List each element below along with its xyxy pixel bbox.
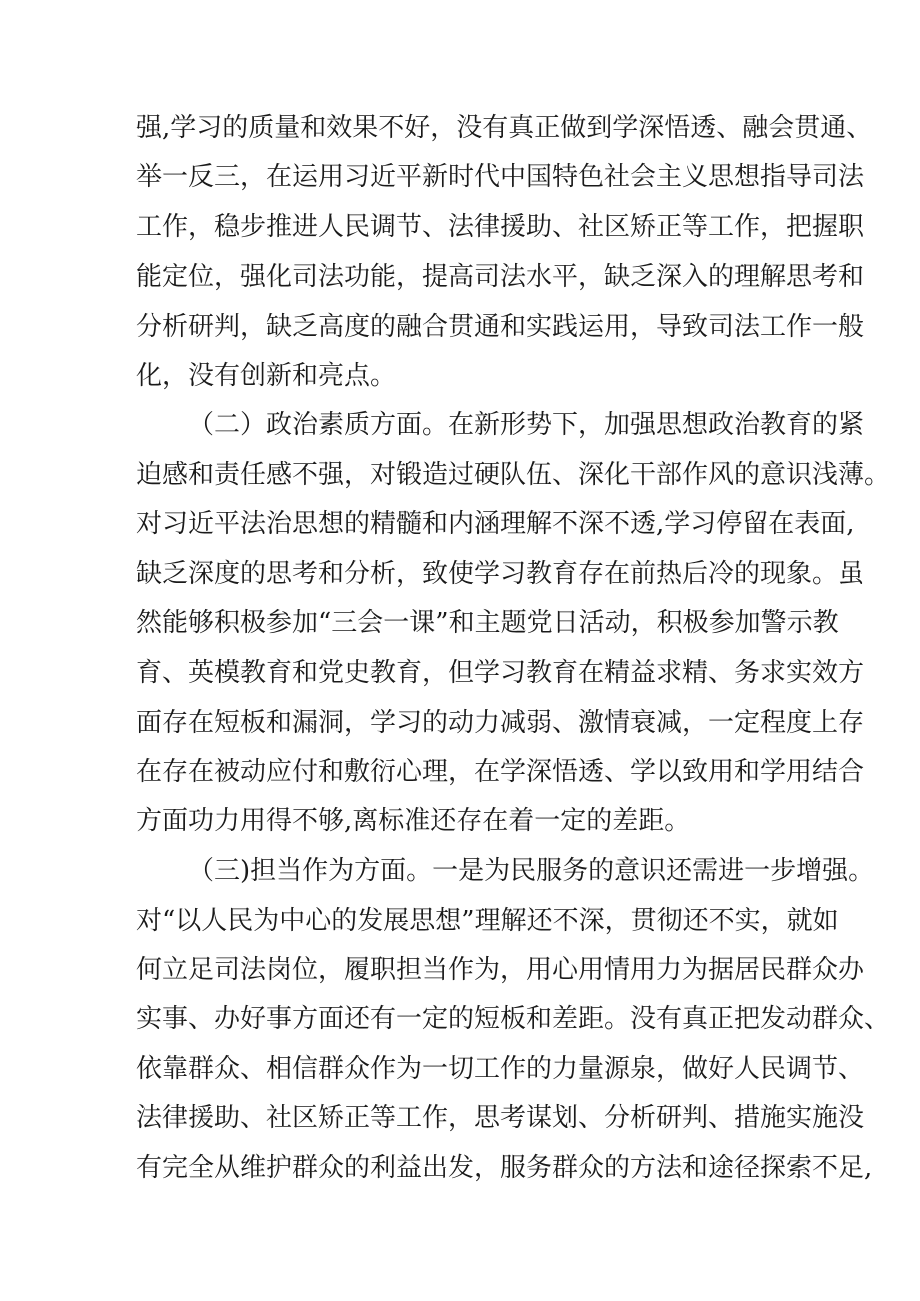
text-line-21: 法律援助、社区矫正等工作，思考谋划、分析研判、措施实施没 bbox=[136, 1103, 865, 1133]
text-line-4: 能定位，强化司法功能，提高司法水平，缺乏深入的理解思考和 bbox=[136, 262, 865, 292]
text-line-6: 化，没有创新和亮点。 bbox=[136, 361, 397, 391]
text-line-13: 面存在短板和漏洞，学习的动力减弱、激情衰减，一定程度上存 bbox=[136, 708, 865, 738]
text-line-12: 育、英模教育和党史教育，但学习教育在精益求精、务求实效方 bbox=[136, 658, 865, 688]
text-line-22: 有完全从维护群众的利益出发，服务群众的方法和途径探索不足, bbox=[136, 1153, 873, 1183]
text-line-2: 举一反三，在运用习近平新时代中国特色社会主义思想指导司法 bbox=[136, 162, 865, 192]
paragraph-3-first-line: （三)担当作为方面。一是为民服务的意识还需进一步增强。 bbox=[188, 856, 875, 886]
text-line-8: 迫感和责任感不强，对锻造过硬队伍、深化干部作风的意识浅薄。 bbox=[136, 460, 891, 490]
text-line-11: 然能够积极参加“三会一课”和主题党日活动，积极参加警示教 bbox=[136, 608, 839, 638]
text-line-1: 强,学习的质量和效果不好，没有真正做到学深悟透、融会贯通、 bbox=[136, 113, 873, 143]
text-line-17: 对“以人民为中心的发展思想”理解还不深，贯彻还不实，就如 bbox=[136, 906, 839, 936]
text-line-5: 分析研判，缺乏高度的融合贯通和实践运用，导致司法工作一般 bbox=[136, 312, 865, 342]
text-line-18: 何立足司法岗位，履职担当作为，用心用情用力为据居民群众办 bbox=[136, 955, 865, 985]
paragraph-2-first-line: （二）政治素质方面。在新形势下，加强思想政治教育的紧 bbox=[188, 410, 865, 440]
text-line-10: 缺乏深度的思考和分析，致使学习教育存在前热后冷的现象。虽 bbox=[136, 559, 865, 589]
text-line-15: 方面功力用得不够,离标准还存在着一定的差距。 bbox=[136, 806, 691, 836]
text-line-9: 对习近平法治思想的精髓和内涵理解不深不透,学习停留在表面, bbox=[136, 509, 855, 539]
text-line-19: 实事、办好事方面还有一定的短板和差距。没有真正把发动群众、 bbox=[136, 1004, 891, 1034]
text-line-14: 在存在被动应付和敷衍心理，在学深悟透、学以致用和学用结合 bbox=[136, 757, 865, 787]
text-line-3: 工作，稳步推进人民调节、法律援助、社区矫正等工作，把握职 bbox=[136, 212, 865, 242]
text-line-20: 依靠群众、相信群众作为一切工作的力量源泉，做好人民调节、 bbox=[136, 1054, 865, 1084]
